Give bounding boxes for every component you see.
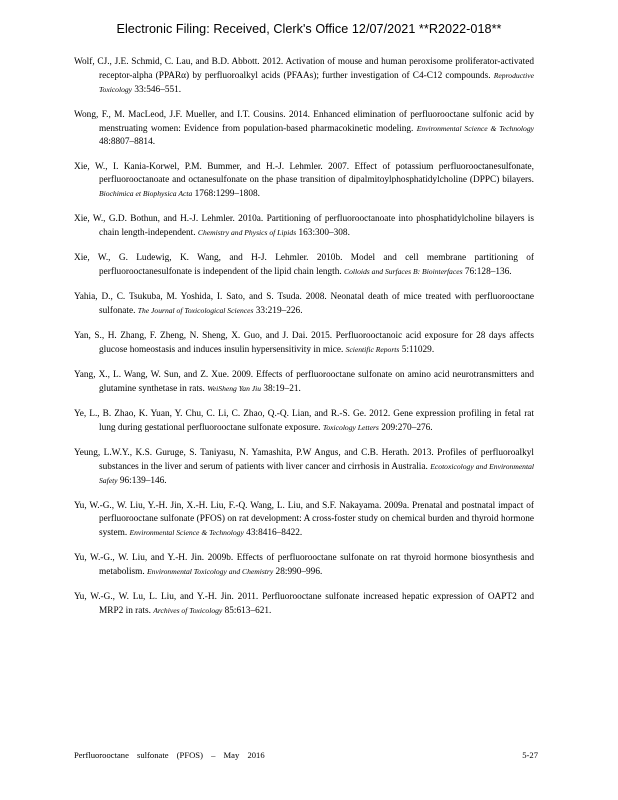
- reference-volume: 43:8416–8422.: [243, 528, 303, 538]
- reference-volume: 5:11029.: [399, 345, 435, 355]
- reference-entry: [74, 447, 534, 488]
- footer-page-number: 5-27: [522, 750, 538, 760]
- reference-volume: 163:300–308.: [296, 228, 350, 238]
- journal-name: Colloids and Surfaces B: Biointerfaces: [344, 267, 463, 276]
- journal-name: Scientific Reports: [345, 345, 400, 354]
- reference-text: Yahia, D., C. Tsukuba, M. Yoshida, I. Sato, and S. Tsuda. 2008. Neonatal death of mice treated with perfluorooctane sulfonate.: [74, 292, 534, 316]
- reference-volume: 96:139–146.: [117, 476, 167, 486]
- reference-text: Yang, X., L. Wang, W. Sun, and Z. Xue. 2009. Effects of perfluorooctane sulfonate on amino acid neurotransmitters and glutamine synthetase in rats.: [74, 370, 534, 394]
- reference-text: Yu, W.-G., W. Liu, Y.-H. Jin, X.-H. Liu, F.-Q. Wang, L. Liu, and S.F. Nakayama. 2009a. Prenatal and postnatal impact of perfluorooctane sulfonate (PFOS) on rat development: A cross-foster study on chemical burden and thyroid hormone system.: [74, 501, 534, 538]
- reference-text: Xie, W., G.D. Bothun, and H.-J. Lehmler. 2010a. Partitioning of perfluorooctanoate into phosphatidylcholine bilayers is chain length-independent.: [74, 214, 534, 238]
- reference-volume: 1768:1299–1808.: [192, 189, 260, 199]
- reference-text: Yan, S., H. Zhang, F. Zheng, N. Sheng, X. Guo, and J. Dai. 2015. Perfluorooctanoic acid exposure for 28 days affects glucose homeostasis and induces insulin hypersensitivity in mice.: [74, 331, 534, 355]
- reference-entry: [74, 369, 534, 396]
- reference-volume: 33:219–226.: [253, 306, 303, 316]
- reference-text: Wolf, CJ., J.E. Schmid, C. Lau, and B.D. Abbott. 2012. Activation of mouse and human peroxisome proliferator-activated receptor-alpha (PPARα) by perfluoroalkyl acids (PFAAs); further investigation of C4-C12 compounds.: [74, 57, 534, 81]
- reference-list: [74, 56, 534, 630]
- journal-name: Ecotoxicology and Environmental Safety: [99, 462, 534, 485]
- reference-volume: 48:8807–8814.: [99, 137, 156, 147]
- reference-volume: 28:990–996.: [273, 567, 323, 577]
- journal-name: Biochimica et Biophysica Acta: [99, 189, 193, 198]
- journal-name: Environmental Science & Technology: [129, 528, 244, 537]
- reference-text: Xie, W., G. Ludewig, K. Wang, and H-J. Lehmler. 2010b. Model and cell membrane partitioning of perfluorooctanesulfonate is independent of the lipid chain length.: [74, 253, 534, 277]
- journal-name: WeiSheng Yan Jiu: [207, 384, 262, 393]
- footer-document-title: Perfluorooctane sulfonate (PFOS) – May 2016: [74, 750, 265, 760]
- reference-entry: [74, 330, 534, 357]
- reference-text: Yu, W.-G., W. Liu, and Y.-H. Jin. 2009b. Effects of perfluorooctane sulfonate on rat thyroid hormone biosynthesis and metabolism.: [74, 553, 534, 577]
- reference-entry: [74, 591, 534, 618]
- reference-entry: [74, 252, 534, 279]
- reference-entry: [74, 56, 534, 97]
- journal-name: Environmental Science & Technology: [416, 124, 535, 133]
- reference-entry: [74, 500, 534, 540]
- reference-entry: [74, 161, 534, 201]
- reference-text: Yu, W.-G., W. Lu, L. Liu, and Y.-H. Jin. 2011. Perfluorooctane sulfonate increased hepatic expression of OAPT2 and MRP2 in rats.: [74, 592, 534, 616]
- reference-entry: [74, 408, 534, 435]
- reference-entry: [74, 109, 534, 149]
- reference-volume: 85:613–621.: [222, 606, 272, 616]
- reference-volume: 76:128–136.: [462, 267, 512, 277]
- journal-name: Environmental Toxicology and Chemistry: [147, 567, 274, 576]
- reference-text: Wong, F., M. MacLeod, J.F. Mueller, and I.T. Cousins. 2014. Enhanced elimination of perfluorooctane sulfonic acid by menstruating women: Evidence from population-based pharmacokinetic modeling.: [74, 110, 534, 134]
- reference-entry: [74, 552, 534, 579]
- journal-name: The Journal of Toxicological Sciences: [137, 306, 254, 315]
- reference-text: Ye, L., B. Zhao, K. Yuan, Y. Chu, C. Li, C. Zhao, Q.-Q. Lian, and R.-S. Ge. 2012. Gene expression profiling in fetal rat lung during gestational perfluorooctane sulfonate exposure.: [74, 409, 534, 433]
- reference-text: Yeung, L.W.Y., K.S. Guruge, S. Taniyasu, N. Yamashita, P.W Angus, and C.B. Herath. 2013. Profiles of perfluoroalkyl substances in the liver and serum of patients with liver cancer and cirrhosis in Australia.: [74, 448, 534, 472]
- journal-name: Archives of Toxicology: [153, 606, 223, 615]
- reference-entry: [74, 291, 534, 318]
- reference-volume: 209:270–276.: [378, 423, 433, 433]
- reference-volume: 38:19–21.: [261, 384, 301, 394]
- journal-name: Reproductive Toxicology: [99, 71, 534, 94]
- journal-name: Chemistry and Physics of Lipids: [197, 228, 297, 237]
- reference-text: Xie, W., I. Kania-Korwel, P.M. Bummer, and H.-J. Lehmler. 2007. Effect of potassium perfluorooctanesulfonate, perfluorooctanoate and octanesulfonate on the phase transition of dipalmitoylphosphatidylcholine (DPPC) bilayers.: [74, 162, 534, 185]
- reference-volume: 33:546–551.: [132, 85, 182, 95]
- reference-entry: [74, 213, 534, 240]
- filing-header: Electronic Filing: Received, Clerk's Office 12/07/2021 **R2022-018**: [116, 22, 502, 36]
- journal-name: Toxicology Letters: [322, 423, 379, 432]
